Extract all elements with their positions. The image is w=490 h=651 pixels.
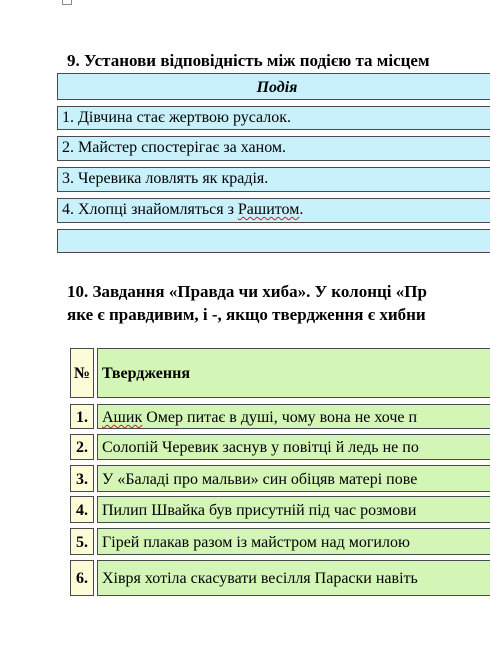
statement-text: Гірей плакав разом із майстром над могилою bbox=[102, 534, 410, 551]
statement-cell bbox=[97, 434, 490, 460]
statement-text: Пилип Швайка був присутній під час розмови bbox=[102, 502, 417, 519]
task9-heading: 9. Установи відповідність між подією та місцем bbox=[67, 51, 430, 70]
event-text-marked: Рашитом bbox=[237, 201, 300, 218]
statement-column-header: Твердження bbox=[97, 348, 490, 398]
task10-heading-line2: яке є правдивим, і -, якщо твердження є хибни bbox=[67, 305, 426, 324]
event-row bbox=[57, 198, 490, 223]
statement-text: У «Баладі про мальви» син обіцяв матері пове bbox=[102, 471, 418, 488]
events-column-header: Подія bbox=[57, 73, 490, 100]
page-corner-mark bbox=[62, 0, 72, 5]
event-row-empty bbox=[57, 229, 490, 253]
table-row bbox=[70, 528, 490, 555]
statement-cell bbox=[97, 528, 490, 555]
event-text: 2. Майстер спостерігає за ханом. bbox=[62, 139, 287, 156]
table-header-row bbox=[70, 348, 490, 398]
table-row bbox=[70, 465, 490, 492]
table-row bbox=[70, 496, 490, 523]
task10-heading-line1: 10. Завдання «Правда чи хиба». У колонці «Пр bbox=[67, 282, 427, 301]
table-row bbox=[70, 434, 490, 460]
row-number: 3. bbox=[70, 465, 94, 492]
statement-cell bbox=[97, 496, 490, 523]
row-number: 5. bbox=[70, 528, 94, 555]
row-number: 6. bbox=[70, 560, 94, 596]
row-number: 2. bbox=[70, 434, 94, 460]
event-row bbox=[57, 167, 490, 192]
row-number: 4. bbox=[70, 496, 94, 523]
event-text-end: . bbox=[299, 201, 304, 218]
table-row bbox=[70, 404, 490, 429]
table-row bbox=[70, 560, 490, 596]
row-number: 1. bbox=[70, 404, 94, 429]
statement-cell bbox=[97, 465, 490, 492]
event-row bbox=[57, 106, 490, 130]
statement-text: Солопій Черевик заснув у повітці й ледь не по bbox=[102, 439, 419, 456]
statement-cell bbox=[97, 560, 490, 596]
event-text: 1. Дівчина стає жертвою русалок. bbox=[62, 109, 292, 126]
statement-text: Хівря хотіла скасувати весілля Параски навіть bbox=[102, 570, 418, 587]
statement-cell bbox=[97, 404, 490, 429]
event-row bbox=[57, 136, 490, 161]
statement-marked: Ашик bbox=[102, 409, 143, 426]
number-column-header: № bbox=[70, 348, 94, 398]
event-text: 3. Черевика ловлять як крадія. bbox=[62, 170, 269, 187]
statement-text: Омер питає в душі, чому вона не хоче п bbox=[142, 409, 418, 426]
event-text: 4. Хлопці знайомляться з bbox=[62, 201, 238, 218]
